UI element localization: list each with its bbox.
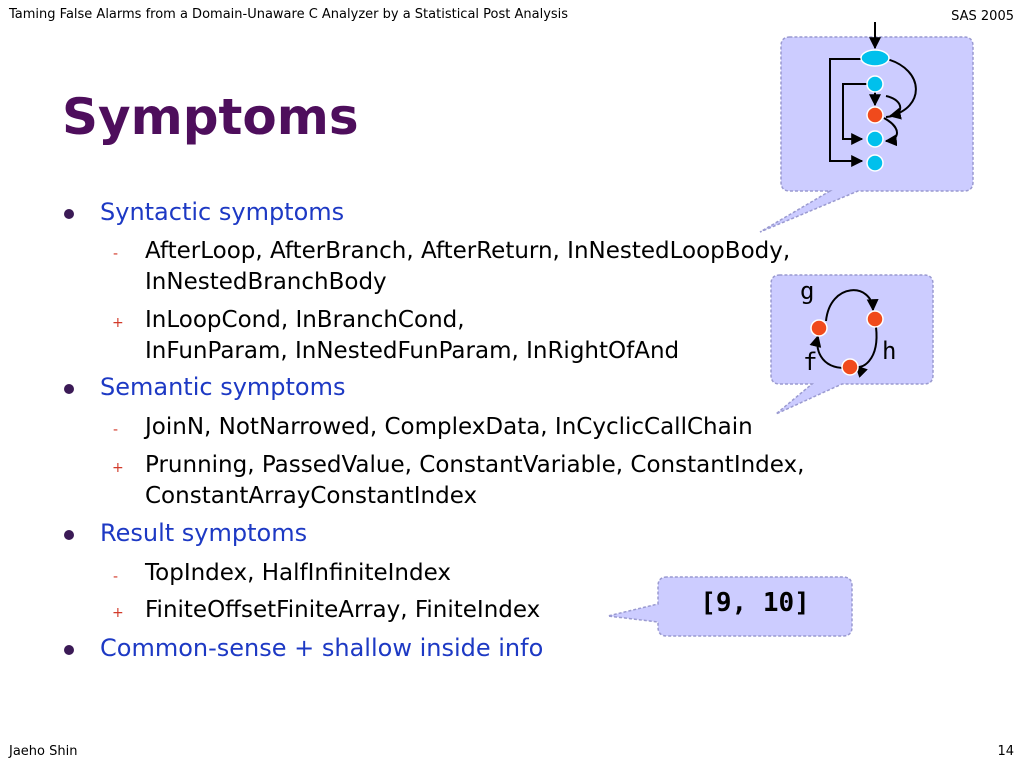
callgraph-label-h: h	[882, 337, 897, 365]
sub-marker-minus: -	[113, 422, 119, 438]
sub-item-line: InFunParam, InNestedFunParam, InRightOfAnd	[145, 338, 680, 364]
sub-item-line: FiniteOffsetFiniteArray, FiniteIndex	[145, 597, 541, 623]
callgraph-label-g: g	[800, 277, 815, 305]
bullet-common-sense: Common-sense + shallow inside info	[100, 634, 544, 662]
flowchart-node	[867, 76, 883, 92]
sub-item-line: TopIndex, HalfInfiniteIndex	[145, 560, 451, 586]
sub-marker-plus: +	[112, 605, 124, 621]
callgraph-node-f	[811, 320, 827, 336]
sub-marker-plus: +	[112, 315, 124, 331]
bullet-syntactic-symptoms: Syntactic symptoms	[100, 198, 345, 226]
author-name: Jaeho Shin	[9, 744, 78, 759]
callgraph-node-h	[867, 311, 883, 327]
bullet-dot	[64, 645, 74, 655]
callgraph-callout	[771, 275, 933, 414]
bullet-semantic-symptoms: Semantic symptoms	[100, 373, 346, 401]
sub-item-line: InLoopCond, InBranchCond,	[145, 307, 465, 333]
bullet-dot	[64, 530, 74, 540]
sub-item-line: JoinN, NotNarrowed, ComplexData, InCyclicCallChain	[145, 414, 753, 440]
flowchart-callout	[760, 22, 973, 232]
bullet-result-symptoms: Result symptoms	[100, 519, 308, 547]
sub-item-line: AfterLoop, AfterBranch, AfterReturn, InNestedLoopBody,	[145, 238, 791, 264]
slide-title: Symptoms	[62, 88, 359, 146]
flowchart-node	[867, 155, 883, 171]
reference-citation: [9, 10]	[700, 588, 810, 618]
sub-item-line: ConstantArrayConstantIndex	[145, 483, 478, 509]
venue-label: SAS 2005	[951, 9, 1014, 24]
sub-marker-minus: -	[113, 569, 119, 585]
bullet-dot	[64, 384, 74, 394]
callgraph-label-f: f	[803, 348, 818, 376]
sub-marker-plus: +	[112, 460, 124, 476]
presentation-title: Taming False Alarms from a Domain-Unaware C Analyzer by a Statistical Post Analysis	[9, 7, 569, 22]
flowchart-node-highlight	[867, 107, 883, 123]
flowchart-entry-node	[861, 50, 889, 66]
sub-item-line: Prunning, PassedValue, ConstantVariable, ConstantIndex,	[145, 452, 805, 478]
sub-item-line: InNestedBranchBody	[145, 269, 387, 295]
bullet-dot	[64, 209, 74, 219]
flowchart-node	[867, 131, 883, 147]
page-number: 14	[997, 744, 1014, 759]
sub-marker-minus: -	[113, 246, 119, 262]
callgraph-node-g	[842, 359, 858, 375]
